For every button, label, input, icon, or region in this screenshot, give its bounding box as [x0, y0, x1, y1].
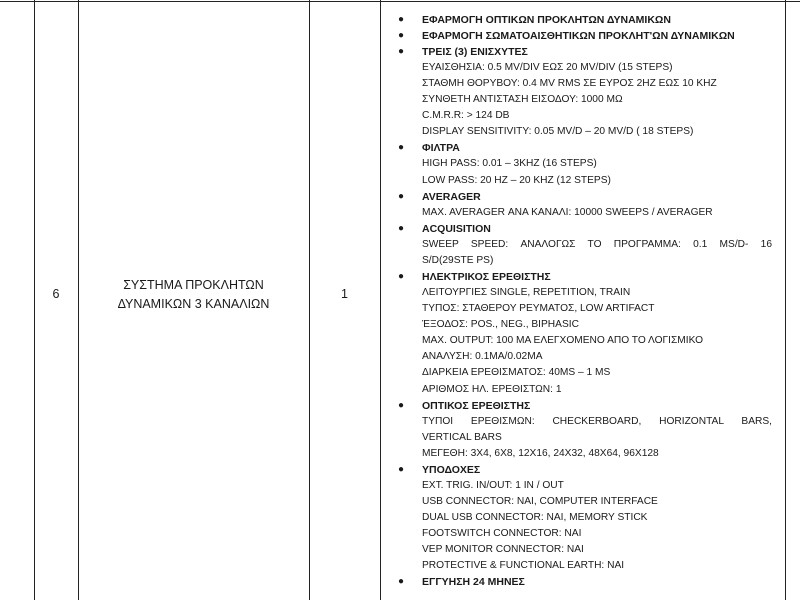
bullet-icon: ●	[398, 576, 405, 588]
spec-line: USB CONNECTOR: NAI, COMPUTER INTERFACE	[422, 495, 658, 507]
spec-line: ΣΤΑΘΜΗ ΘΟΡΥΒΟΥ: 0.4 MV RMS ΣΕ ΕΥΡΟΣ 2HZ ΕΩΣ 10 KHZ	[422, 78, 717, 90]
spec-line: MAX. OUTPUT: 100 MA ΕΛΕΓΧΟΜΕΝΟ ΑΠΟ ΤΟ ΛΟΓΙΣΜΙΚΟ	[422, 335, 704, 347]
spec-line: PROTECTIVE & FUNCTIONAL EARTH: NAI	[422, 560, 625, 572]
spec-heading: ΥΠΟΔΟΧΕΣ	[422, 463, 481, 476]
specifications-list	[396, 12, 772, 590]
spec-line: ΜΕΓΕΘΗ: 3X4, 6X8, 12X16, 24X32, 48X64, 96X128	[422, 447, 659, 459]
spec-heading: ΦΙΛΤΡΑ	[422, 142, 460, 155]
bullet-icon: ●	[398, 463, 405, 475]
bullet-icon: ●	[398, 142, 405, 154]
spec-line: EXT. TRIG. IN/OUT: 1 IN / OUT	[422, 479, 564, 491]
spec-heading: ΕΦΑΡΜΟΓΗ ΣΩΜΑΤΟΑΙΣΘΗΤΙΚΩΝ ΠΡΟΚΛΗΤ'ΩΝ ΔΥΝΑΜΙΚΩΝ	[422, 30, 735, 42]
spec-group	[396, 574, 772, 590]
spec-heading: ΕΦΑΡΜΟΓΗ ΟΠΤΙΚΩΝ ΠΡΟΚΛΗΤΩΝ ΔΥΝΑΜΙΚΩΝ	[422, 14, 671, 26]
spec-line: VEP MONITOR CONNECTOR: NAI	[422, 544, 584, 556]
spec-line: HIGH PASS: 0.01 – 3KHZ (16 STEPS)	[422, 158, 597, 170]
spec-line: C.M.R.R: > 124 DB	[422, 110, 510, 122]
spec-group	[396, 140, 772, 188]
spec-group	[396, 44, 772, 140]
spec-line: S/D(29STE PS)	[422, 254, 494, 266]
spec-line: DUAL USB CONNECTOR: NAI, MEMORY STICK	[422, 512, 648, 524]
bullet-icon: ●	[398, 46, 405, 57]
spec-line: FOOTSWITCH CONNECTOR: NAI	[422, 528, 582, 540]
spec-line: ΈΞΟΔΟΣ: POS., NEG., BIPHASIC	[422, 319, 579, 331]
spec-line: ΔΙΑΡΚΕΙΑ ΕΡΕΘΙΣΜΑΤΟΣ: 40MS – 1 MS	[422, 367, 611, 379]
spec-group	[396, 189, 772, 221]
spec-line: ΕΥΑΙΣΘΗΣΙΑ: 0.5 MV/DIV ΕΩΣ 20 MV/DIV (15 STEPS)	[422, 62, 673, 73]
bullet-icon: ●	[398, 222, 405, 234]
spec-heading: ΟΠΤΙΚΟΣ ΕΡΕΘΙΣΤΗΣ	[422, 399, 531, 412]
row-number: 6	[52, 287, 60, 301]
spec-line: ΑΝΑΛΥΣΗ: 0.1MA/0.02MA	[422, 351, 543, 363]
spec-line: ΤΥΠΟΣ: ΣΤΑΘΕΡΟΥ ΡΕΥΜΑΤΟΣ, LOW ARTIFACT	[422, 303, 655, 315]
column-divider-3	[380, 0, 381, 600]
spec-line: MAX. AVERAGER ΑΝΑ ΚΑΝΑΛΙ: 10000 SWEEPS / AVERAGER	[422, 206, 713, 218]
description-line-2: ΔΥΝΑΜΙΚΩΝ 3 ΚΑΝΑΛΙΩΝ	[117, 297, 270, 311]
bullet-icon: ●	[398, 30, 405, 41]
spec-line: LOW PASS: 20 HZ – 20 KHZ (12 STEPS)	[422, 174, 611, 186]
spec-line: ΛΕΙΤΟΥΡΓΙΕΣ SINGLE, REPETITION, TRAIN	[422, 286, 631, 298]
spec-group	[396, 269, 772, 398]
bullet-icon: ●	[398, 270, 405, 282]
bullet-icon: ●	[398, 399, 405, 411]
spec-group	[396, 398, 772, 462]
table-border-right	[785, 0, 786, 600]
spec-heading: ΤΡΕΙΣ (3) ΕΝΙΣΧΥΤΕΣ	[422, 46, 528, 58]
row-quantity: 1	[341, 287, 348, 301]
spec-heading: AVERAGER	[422, 190, 481, 203]
description-line-1: ΣΥΣΤΗΜΑ ΠΡΟΚΛΗΤΩΝ	[123, 278, 264, 292]
spec-heading: ΗΛΕΚΤΡΙΚΟΣ ΕΡΕΘΙΣΤΗΣ	[422, 270, 551, 283]
bullet-icon: ●	[398, 190, 405, 202]
spec-line: ΣΥΝΘΕΤΗ ΑΝΤΙΣΤΑΣΗ ΕΙΣΟΔΟΥ: 1000 ΜΩ	[422, 94, 623, 106]
bullet-icon: ●	[398, 14, 405, 25]
spec-group	[396, 462, 772, 575]
spec-group	[396, 28, 772, 44]
table-border-top	[0, 1, 800, 2]
spec-group	[396, 221, 772, 269]
spec-group	[396, 12, 772, 28]
spec-line: SWEEP SPEED: ΑΝΑΛΟΓΩΣ ΤΟ ΠΡΟΓΡΑΜΜΑ: 0.1 MS/D- 16	[422, 238, 772, 250]
spec-line: VERTICAL BARS	[422, 431, 502, 443]
spec-line: ΤΥΠΟΙ ΕΡΕΘΙΣΜΩΝ: CHECKERBOARD, HORIZONTAL BARS,	[422, 415, 772, 427]
spec-heading: ACQUISITION	[422, 222, 491, 235]
spec-line: DISPLAY SENSITIVITY: 0.05 MV/D – 20 MV/D ( 18 STEPS)	[422, 126, 694, 138]
spec-line: ΑΡΙΘΜΟΣ ΗΛ. ΕΡΕΘΙΣΤΩΝ: 1	[422, 383, 562, 395]
row-description	[78, 276, 309, 314]
spec-heading: ΕΓΓΥΗΣΗ 24 ΜΗΝΕΣ	[422, 576, 525, 589]
